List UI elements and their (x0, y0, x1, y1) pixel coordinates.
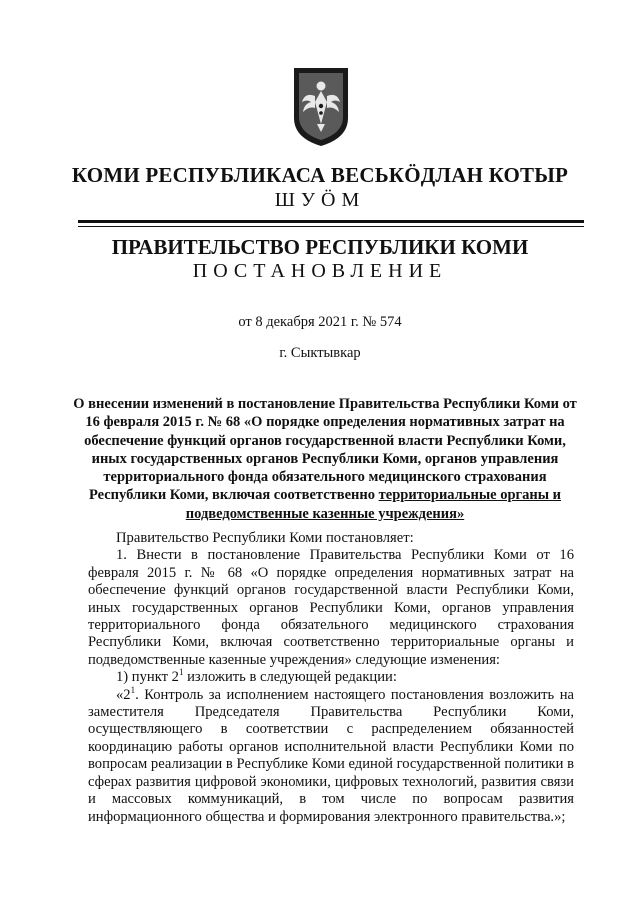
document-body (88, 530, 574, 826)
body-subitem-1 (88, 669, 574, 686)
body-intro: Правительство Республики Коми постановляет: (116, 530, 414, 546)
document-subject (70, 395, 580, 523)
komi-government-title: КОМИ РЕСПУБЛИКАСА ВЕСЬКӦДЛАН КОТЫР (71, 163, 569, 187)
subitem-1-superscript: 1 (178, 667, 184, 678)
quote-superscript: 1 (130, 684, 136, 695)
date-and-number: от 8 декабря 2021 г. № 574 (238, 314, 402, 330)
komi-document-type: ШУӦМ (274, 189, 366, 211)
russian-document-type: ПОСТАНОВЛЕНИЕ (192, 260, 448, 282)
quote-prefix: «2 (116, 686, 131, 703)
komi-coat-of-arms-emblem (291, 66, 351, 148)
subitem-1-prefix: 1) пункт 2 (116, 669, 179, 686)
subject-main-text: О внесении изменений в постановление Правительства Республики Коми от 16 февраля 2015 г. № 68 «О порядке определения нормативных затрат на обеспечение функций органов государственной власти Республики Коми, иных государственных органов Республики Коми, органов управления территориального фонда обязательного медицинского страхования Республики Коми, включая соответственно (73, 396, 577, 504)
city: г. Сыктывкар (279, 345, 361, 361)
subitem-1-text: изложить в следующей редакции: (183, 669, 397, 686)
russian-government-title: ПРАВИТЕЛЬСТВО РЕСПУБЛИКИ КОМИ (111, 235, 529, 259)
header-divider-thin (78, 226, 584, 227)
body-item-1: 1. Внести в постановление Правительства Республики Коми от 16 февраля 2015 г. № 68 «О порядке определения нормативных затрат на обеспечение функций органов государственной власти Республики Коми, иных государственных органов Республики Коми, органов управления территориального фонда обязательного медицинского страхования Республики Коми, включая соответственно территориальные органы и подведомственные казенные учреждения» следующие изменения: (88, 547, 574, 668)
quote-text: . Контроль за исполнением настоящего постановления возложить на заместителя Председателя Правительства Республики Коми, осуществляющего в соответствии с распределением обязанностей координацию работы органов исполнительной власти Республики Коми по вопросам реализации в Республике Коми единой государственной политики в сферах развития цифровой экономики, цифровых технологий, развития связи и массовых коммуникаций, в том числе по вопросам развития информационного общества и формирования электронного правительства.»; (88, 686, 574, 825)
header-divider-thick (78, 220, 584, 223)
body-quoted-clause (88, 684, 574, 826)
subject-underlined-text: территориальные органы и подведомственные казенные учреждения» (185, 487, 562, 522)
